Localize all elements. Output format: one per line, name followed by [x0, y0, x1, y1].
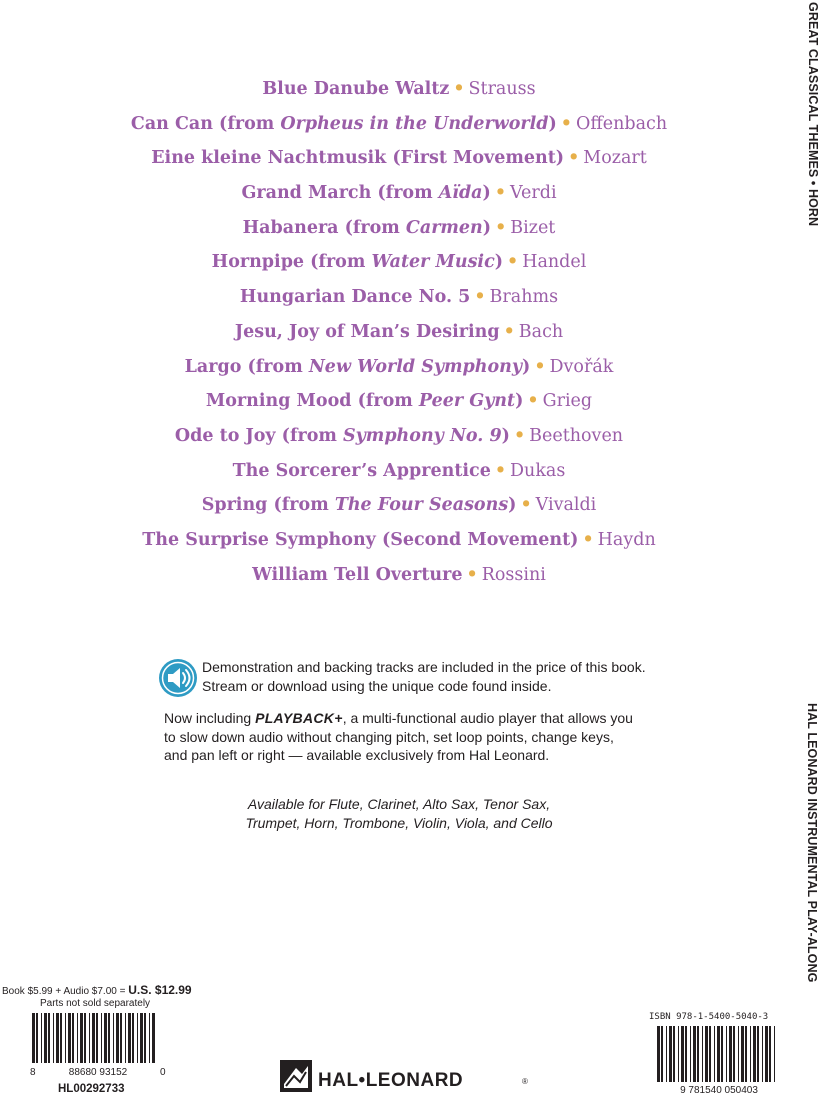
isbn-bars: [657, 1026, 775, 1082]
playback-intro: Now including: [164, 710, 256, 726]
song-title: [202, 495, 517, 515]
barcode-bar: [685, 1026, 687, 1082]
barcode-bar: [32, 1013, 35, 1063]
barcode-bar: [750, 1026, 751, 1082]
song-title: [235, 322, 500, 342]
barcode-bar: [41, 1013, 42, 1063]
barcode-bar: [53, 1013, 54, 1063]
song-entry: [0, 488, 798, 523]
song-composer: Rossini: [481, 564, 546, 585]
song-title: [206, 391, 524, 411]
song-list: [0, 72, 798, 592]
bullet-separator: •: [520, 495, 532, 516]
barcode-bar: [757, 1026, 759, 1082]
barcode-bar: [104, 1013, 107, 1063]
song-entry: [0, 280, 798, 315]
song-title: [233, 461, 491, 481]
song-title-text: The Sorcerer’s Apprentice: [232, 460, 491, 481]
bullet-separator: •: [527, 391, 539, 412]
barcode-bar: [72, 1013, 74, 1063]
song-title-close: ): [482, 217, 492, 238]
barcode-bar: [741, 1026, 744, 1082]
song-entry: [0, 176, 798, 211]
price-breakdown: Book $5.99 + Audio $7.00 =: [2, 986, 129, 997]
barcode-bar: [697, 1026, 699, 1082]
barcode-bar: [769, 1026, 771, 1082]
publisher-name: HAL•LEONARD: [318, 1070, 464, 1091]
demo-line-1: Demonstration and backing tracks are included in the price of this book.: [202, 659, 646, 675]
barcode-bar: [108, 1013, 110, 1063]
barcode-bar: [96, 1013, 98, 1063]
bullet-separator: •: [494, 460, 507, 481]
upc-bars: [32, 1013, 155, 1063]
bullet-separator: •: [568, 148, 580, 169]
song-composer: Strauss: [468, 79, 536, 99]
song-title-text: Can Can (from: [130, 113, 281, 134]
barcode-bar: [116, 1013, 119, 1063]
song-title-close: ): [494, 252, 504, 273]
barcode-bar: [726, 1026, 727, 1082]
barcode-bar: [693, 1026, 696, 1082]
song-composer: Bach: [518, 321, 564, 342]
upc-digit-right: 0: [160, 1067, 166, 1078]
song-composer: Grieg: [542, 391, 593, 412]
registered-mark: ®: [522, 1077, 528, 1086]
barcode-bar: [745, 1026, 747, 1082]
spine-series-name: HAL LEONARD INSTRUMENTAL PLAY-ALONG: [805, 703, 819, 983]
barcode-bar: [44, 1013, 47, 1063]
bullet-separator: •: [560, 113, 572, 134]
song-title: [240, 287, 470, 307]
song-title-work: The Four Seasons: [334, 495, 509, 516]
song-title-text: Habanera (from: [242, 217, 406, 238]
upc-digits: 88680 93152: [68, 1067, 128, 1078]
barcode-bar: [666, 1026, 667, 1082]
barcode-bar: [765, 1026, 768, 1082]
barcode-bar: [89, 1013, 90, 1063]
barcode-bar: [60, 1013, 62, 1063]
song-title-work: New World Symphony: [308, 356, 523, 377]
song-title-text: Grand March (from: [241, 183, 439, 204]
barcode-bar: [717, 1026, 720, 1082]
barcode-bar: [137, 1013, 138, 1063]
barcode-bar: [152, 1013, 155, 1063]
song-title-text: Hungarian Dance No. 5: [239, 287, 471, 308]
playback-line-2: to slow down audio without changing pitch, set loop points, change keys,: [164, 728, 614, 745]
song-entry: [0, 107, 798, 142]
barcode-bar: [132, 1013, 134, 1063]
barcode-bar: [673, 1026, 675, 1082]
playback-line-3: and pan left or right — available exclusively from Hal Leonard.: [164, 747, 550, 763]
song-composer: Verdi: [510, 183, 557, 204]
song-entry: [0, 245, 798, 280]
song-title-text: Jesu, Joy of Man’s Desiring: [234, 321, 500, 342]
song-entry: [0, 315, 798, 350]
bullet-separator: •: [466, 564, 478, 585]
song-title-close: ): [482, 183, 491, 204]
song-title-text: Largo (from: [184, 356, 309, 377]
barcode-bar: [84, 1013, 86, 1063]
bullet-separator: •: [474, 287, 486, 308]
barcode-bar: [65, 1013, 66, 1063]
song-title-close: ): [522, 356, 531, 377]
barcode-bar: [705, 1026, 708, 1082]
barcode-bar: [144, 1013, 146, 1063]
price-total: U.S. $12.99: [128, 983, 192, 997]
demo-line-2: Stream or download using the unique code found inside.: [202, 678, 552, 694]
price-line: [2, 983, 192, 997]
availability-line-2: Trumpet, Horn, Trombone, Violin, Viola, and Cello: [245, 815, 553, 831]
song-entry: [0, 141, 798, 176]
song-title-text: Hornpipe (from: [211, 252, 372, 273]
playback-line-1: , a multi-functional audio player that allows you: [342, 710, 633, 726]
bullet-separator: •: [513, 425, 526, 446]
song-title: [262, 79, 449, 99]
barcode-bar: [128, 1013, 131, 1063]
barcode-bar: [738, 1026, 739, 1082]
barcode-bar: [92, 1013, 95, 1063]
barcode-bar: [140, 1013, 143, 1063]
barcode-bar: [661, 1026, 663, 1082]
song-title-work: Peer Gynt: [418, 391, 516, 412]
song-entry: [0, 523, 798, 558]
barcode-bar: [733, 1026, 735, 1082]
song-composer: Dvořák: [549, 356, 614, 377]
barcode-bar: [56, 1013, 59, 1063]
song-entry: [0, 384, 798, 419]
song-title-text: Eine kleine Nachtmusik (First Movement): [151, 148, 565, 169]
barcode-bar: [681, 1026, 684, 1082]
song-title: [252, 565, 462, 585]
playback-brand: PLAYBACK+: [255, 710, 343, 726]
isbn-digits: 9 781540 050403: [680, 1085, 758, 1096]
bullet-separator: •: [453, 79, 465, 99]
availability-note: [0, 795, 798, 833]
song-title-text: Spring (from: [201, 495, 335, 516]
barcode-bar: [36, 1013, 38, 1063]
song-title: [142, 530, 578, 550]
song-composer: Beethoven: [529, 425, 624, 446]
song-title-text: The Surprise Symphony (Second Movement): [142, 529, 579, 550]
song-entry: [0, 419, 798, 454]
song-title-work: Carmen: [405, 217, 483, 238]
song-title-text: Ode to Joy (from: [174, 425, 343, 446]
upc-digit-left: 8: [30, 1067, 36, 1078]
bullet-separator: •: [507, 252, 519, 273]
barcode-bar: [77, 1013, 78, 1063]
bullet-separator: •: [495, 217, 507, 238]
barcode-bar: [690, 1026, 691, 1082]
song-composer: Offenbach: [575, 113, 668, 134]
barcode-bar: [120, 1013, 122, 1063]
song-composer: Haydn: [597, 529, 656, 550]
song-title-work: Symphony No. 9: [343, 425, 502, 446]
song-composer: Mozart: [583, 148, 647, 169]
speaker-icon: [158, 658, 198, 698]
bullet-separator: •: [534, 356, 546, 377]
parts-note: Parts not sold separately: [40, 998, 151, 1009]
song-entry: [0, 558, 798, 593]
isbn-barcode: [655, 1026, 783, 1096]
song-title-close: ): [508, 495, 517, 516]
barcode-bar: [669, 1026, 672, 1082]
barcode-bar: [762, 1026, 763, 1082]
song-title-work: Water Music: [371, 252, 495, 273]
barcode-bar: [657, 1026, 660, 1082]
barcode-bar: [678, 1026, 679, 1082]
song-entry: [0, 350, 798, 385]
song-title: [185, 357, 531, 377]
playback-description: [164, 709, 664, 765]
upc-barcode: [30, 1013, 170, 1083]
barcode-bar: [149, 1013, 150, 1063]
song-composer: Handel: [522, 252, 587, 273]
barcode-bar: [68, 1013, 71, 1063]
hal-leonard-logo: [280, 1058, 540, 1094]
song-entry: [0, 72, 798, 107]
song-composer: Brahms: [489, 287, 559, 308]
song-entry: [0, 454, 798, 489]
barcode-bar: [101, 1013, 102, 1063]
barcode-bar: [729, 1026, 732, 1082]
song-composer: Bizet: [510, 217, 556, 238]
song-title-text: Morning Mood (from: [205, 391, 419, 412]
barcode-bar: [753, 1026, 756, 1082]
availability-line-1: Available for Flute, Clarinet, Alto Sax, Tenor Sax,: [247, 796, 551, 812]
bullet-separator: •: [582, 529, 594, 550]
song-title: [243, 218, 491, 238]
barcode-bar: [125, 1013, 126, 1063]
song-title: [212, 252, 503, 272]
song-title: [175, 426, 510, 446]
song-title-close: ): [501, 425, 510, 446]
song-title-text: Blue Danube Waltz: [262, 79, 450, 99]
bullet-separator: •: [494, 183, 506, 204]
song-title-work: Aïda: [438, 183, 483, 204]
song-title-text: William Tell Overture: [252, 564, 463, 585]
bullet-separator: •: [503, 321, 515, 342]
song-title-close: ): [515, 391, 524, 412]
barcode-bar: [721, 1026, 723, 1082]
song-composer: Dukas: [510, 460, 566, 481]
song-composer: Vivaldi: [535, 495, 597, 516]
song-title: [241, 183, 490, 203]
spine-series-title: GREAT CLASSICAL THEMES • HORN: [806, 2, 820, 227]
barcode-bar: [113, 1013, 114, 1063]
song-title: [151, 148, 564, 168]
barcode-bar: [714, 1026, 715, 1082]
song-title-work: Orpheus in the Underworld: [280, 113, 549, 134]
song-entry: [0, 211, 798, 246]
song-title-close: ): [548, 113, 557, 134]
product-code: HL00292733: [58, 1083, 125, 1095]
song-title: [131, 114, 557, 134]
barcode-bar: [702, 1026, 703, 1082]
barcode-bar: [709, 1026, 711, 1082]
barcode-bar: [774, 1026, 775, 1082]
barcode-bar: [80, 1013, 83, 1063]
isbn-label: ISBN 978-1-5400-5040-3: [649, 1012, 769, 1022]
barcode-bar: [48, 1013, 50, 1063]
audio-notice: [158, 658, 658, 702]
